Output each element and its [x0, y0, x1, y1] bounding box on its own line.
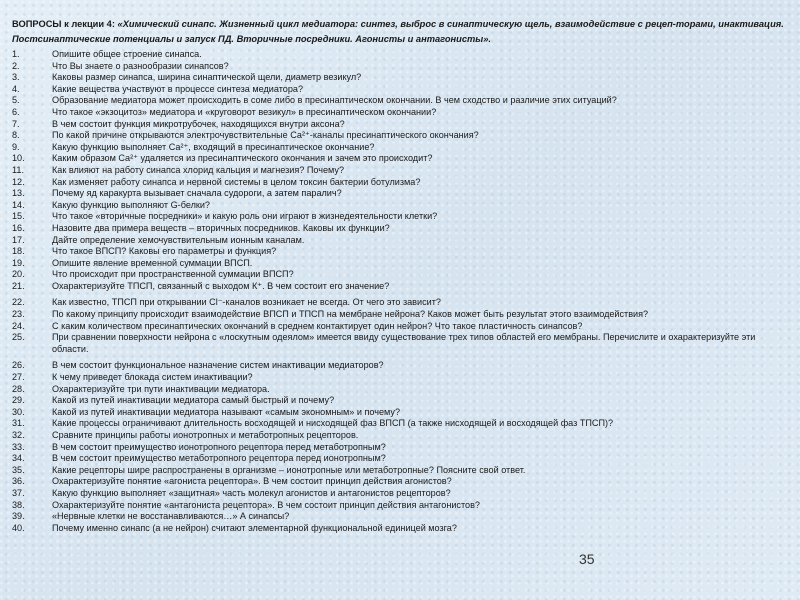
question-item: [12, 211, 790, 223]
question-item: [12, 188, 790, 200]
question-number: 32.: [12, 430, 25, 440]
question-text: Как известно, ТПСП при открывании Cl⁻-каналов возникает не всегда. От чего это зависит?: [52, 297, 441, 308]
question-text: Что такое «вторичные посредники» и какую роль они играют в жизнедеятельности клетки?: [52, 211, 438, 222]
question-text: В чем состоит функциональное назначение систем инактивации медиаторов?: [52, 360, 384, 371]
question-number: 5.: [12, 95, 20, 106]
question-item: [12, 453, 790, 465]
question-text: Как изменяет работу синапса и нервной системы в целом токсин бактерии ботулизма?: [52, 176, 421, 187]
question-text: Какую функцию выполняет Са²⁺, входящий в пресинаптическое окончание?: [52, 141, 375, 152]
question-text: Какую функцию выполняет «защитная» часть молекул агонистов и антагонистов рецепторов?: [52, 487, 451, 498]
question-text: Что происходит при пространственной суммации ВПСП?: [52, 269, 294, 280]
question-item: [12, 321, 790, 333]
question-number: 20.: [12, 269, 25, 280]
question-item: [12, 84, 790, 96]
question-number: 11.: [12, 164, 24, 175]
question-text: В чем состоит функция микротрубочек, находящихся внутри аксона?: [52, 118, 345, 129]
question-text: Опишите общее строение синапса.: [52, 49, 202, 59]
question-text: Сравните принципы работы ионотропных и метаботропных рецепторов.: [52, 430, 359, 440]
question-number: 13.: [12, 188, 25, 199]
question-item: [12, 246, 790, 258]
question-number: 25.: [12, 332, 25, 343]
question-item: [12, 465, 790, 477]
question-number: 12.: [12, 176, 25, 187]
question-number: 29.: [12, 395, 25, 406]
question-number: 14.: [12, 199, 25, 210]
question-item: [12, 142, 790, 154]
question-text: Дайте определение хемочувствительным ионным каналам.: [52, 234, 305, 245]
question-item: [12, 153, 790, 165]
question-item: [12, 119, 790, 131]
question-number: 26.: [12, 360, 25, 371]
question-number: 24.: [12, 320, 25, 331]
question-number: 1.: [12, 49, 20, 59]
question-item: [12, 269, 790, 281]
question-number: 40.: [12, 522, 25, 533]
question-text: Какие процессы ограничивают длительность восходящей и нисходящей фаз ВПСП (а также нисходящей и восходящей фаз ТПСП)?: [52, 418, 614, 429]
question-number: 23.: [12, 309, 25, 320]
page-number: 35: [579, 551, 595, 567]
question-number: 19.: [12, 257, 25, 268]
question-number: 6.: [12, 106, 20, 117]
question-item: [12, 523, 790, 535]
question-text: Охарактеризуйте три пути инактивации медиатора.: [52, 383, 270, 394]
question-item: [12, 49, 790, 61]
question-item: [12, 309, 790, 321]
question-number: 28.: [12, 383, 25, 394]
question-item: [12, 130, 790, 142]
question-item: [12, 442, 790, 454]
question-text: Что Вы знаете о разнообразии синапсов?: [52, 60, 229, 71]
question-text: Охарактеризуйте понятие «агониста рецептора». В чем состоит принцип действия агонистов?: [52, 476, 452, 487]
question-number: 36.: [12, 476, 25, 487]
question-number: 35.: [12, 464, 25, 475]
question-item: [12, 281, 790, 293]
question-item: [12, 200, 790, 212]
question-item: [12, 384, 790, 396]
question-item: [12, 418, 790, 430]
question-text: Какие рецепторы шире распространены в организме – ионотропные или метаботропные? Поясните свой ответ.: [52, 464, 526, 475]
question-text: Опишите явление временной суммации ВПСП.: [52, 257, 253, 268]
question-text: Каким образом Са²⁺ удаляется из пресинаптического окончания и зачем это происходит?: [52, 153, 433, 164]
question-text: Охарактеризуйте понятие «антагониста рецептора». В чем состоит принцип действия антагонистов?: [52, 499, 480, 510]
question-item: [12, 332, 790, 355]
question-number: 3.: [12, 72, 20, 83]
question-item: [12, 165, 790, 177]
question-text: Почему именно синапс (а не нейрон) считают элементарной функциональной единицей мозга?: [52, 522, 457, 533]
question-number: 38.: [12, 499, 25, 510]
question-item: [12, 258, 790, 270]
question-number: 7.: [12, 118, 20, 129]
question-number: 18.: [12, 246, 25, 257]
question-list: [12, 49, 790, 534]
question-text: Какой из путей инактивации медиатора самый быстрый и почему?: [52, 395, 335, 406]
question-item: [12, 511, 790, 523]
question-number: 17.: [12, 234, 25, 245]
question-number: 31.: [12, 418, 25, 429]
question-number: 34.: [12, 453, 25, 464]
question-text: В чем состоит преимущество метаботропного рецептора перед ионотропным?: [52, 453, 386, 464]
question-text: По какому принципу происходит взаимодействие ВПСП и ТПСП на мембране нейрона? Каков может быть результат этого взаимодействия?: [52, 309, 649, 320]
question-number: 39.: [12, 511, 25, 522]
question-item: [12, 430, 790, 442]
question-text: С каким количеством пресинаптических окончаний в среднем контактирует один нейрон? Что такое пластичность синапсов?: [52, 320, 583, 331]
question-text: Как влияют на работу синапса хлорид кальция и магнезия? Почему?: [52, 164, 345, 175]
question-item: [12, 297, 790, 309]
question-number: 15.: [12, 211, 25, 222]
question-number: 27.: [12, 372, 25, 383]
question-item: [12, 235, 790, 247]
question-item: [12, 395, 790, 407]
question-number: 22.: [12, 297, 25, 308]
question-item: [12, 61, 790, 73]
question-item: [12, 107, 790, 119]
question-item: [12, 95, 790, 107]
question-text: По какой причине открываются электрочувствительные Са²⁺-каналы пресинаптического окончания?: [52, 130, 479, 141]
question-text: Что такое ВПСП? Каковы его параметры и функция?: [52, 246, 277, 257]
question-item: [12, 223, 790, 235]
question-text: Почему яд каракурта вызывает сначала судороги, а затем паралич?: [52, 188, 342, 199]
question-number: 9.: [12, 141, 20, 152]
question-item: [12, 177, 790, 189]
question-text: Образование медиатора может происходить в соме либо в пресинаптическом окончании. В чем сходство и различие этих ситуаций?: [52, 95, 617, 106]
question-number: 16.: [12, 222, 25, 233]
question-text: Какую функцию выполняют G-белки?: [52, 199, 210, 210]
question-number: 10.: [12, 153, 25, 164]
question-text: К чему приведет блокада систем инактивации?: [52, 372, 253, 383]
question-number: 30.: [12, 406, 25, 417]
slide-title: [12, 17, 788, 46]
title-topic: «Химический синапс. Жизненный цикл медиатора: синтез, выброс в синаптическую щель, взаимодействие с рецеп-торами, инактивация. Постсинаптические потенциалы и запуск ПД. Вторичные посредники. Агонисты и антагонисты».: [12, 19, 784, 44]
question-item: [12, 72, 790, 84]
question-text: Какие вещества участвуют в процессе синтеза медиатора?: [52, 83, 303, 94]
question-item: [12, 372, 790, 384]
question-item: [12, 500, 790, 512]
question-text: Каковы размер синапса, ширина синаптической щели, диаметр везикул?: [52, 72, 362, 83]
question-text: Какой из путей инактивации медиатора называют «самым экономным» и почему?: [52, 406, 401, 417]
question-number: 33.: [12, 441, 25, 452]
question-text: В чем состоит преимущество ионотропного рецептора перед метаботропным?: [52, 441, 386, 452]
title-lead: ВОПРОСЫ к лекции 4:: [12, 19, 118, 29]
question-item: [12, 476, 790, 488]
question-number: 4.: [12, 83, 20, 94]
question-text: Назовите два примера веществ – вторичных посредников. Каковы их функции?: [52, 222, 390, 233]
question-text: Что такое «экзоцитоз» медиатора и «круговорот везикул» в пресинаптическом окончании?: [52, 106, 437, 117]
question-item: [12, 360, 790, 372]
question-number: 37.: [12, 487, 25, 498]
question-text: Охарактеризуйте ТПСП, связанный с выходом К⁺. В чем состоит его значение?: [52, 280, 390, 291]
question-text: «Нервные клетки не восстанавливаются…» А синапсы?: [52, 511, 290, 522]
question-text: При сравнении поверхности нейрона с «лоскутным одеялом» имеется ввиду существование трех типов областей его мембраны. Перечислите и охарактеризуйте эти области.: [52, 332, 756, 354]
question-number: 2.: [12, 60, 20, 71]
question-item: [12, 488, 790, 500]
question-number: 21.: [12, 280, 25, 291]
question-number: 8.: [12, 130, 20, 141]
question-item: [12, 407, 790, 419]
